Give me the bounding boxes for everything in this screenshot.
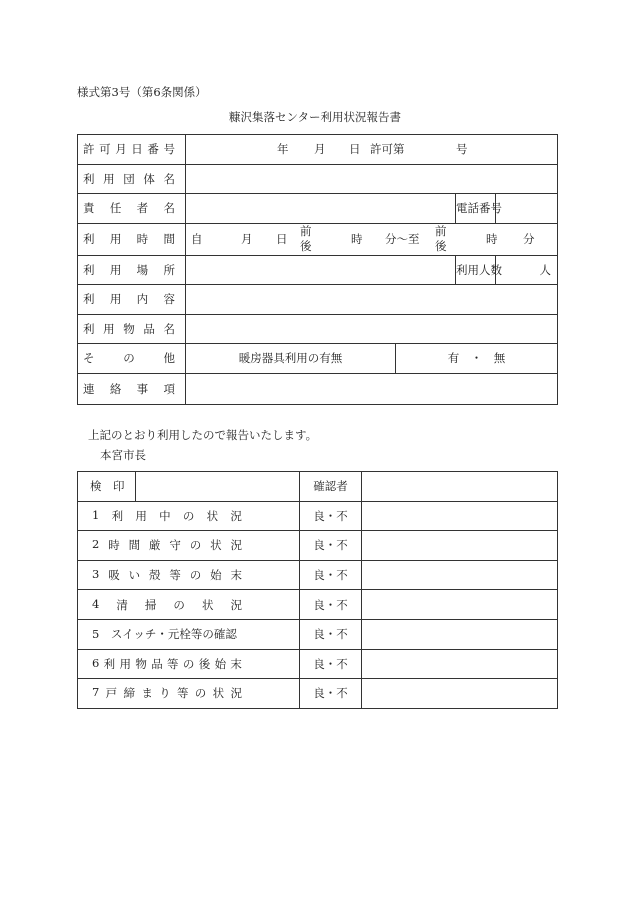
label-char: 利 bbox=[83, 171, 95, 186]
label-char: 用 bbox=[109, 232, 122, 246]
label-text bbox=[83, 291, 175, 307]
check-item-char: 等 bbox=[176, 686, 189, 701]
label-char: 他 bbox=[163, 351, 175, 366]
label-char: 事 bbox=[136, 381, 149, 396]
check-item-char: 厳 bbox=[148, 538, 161, 553]
row-other bbox=[78, 344, 558, 374]
label-char: 許 bbox=[83, 142, 95, 157]
label-char: 内 bbox=[136, 292, 149, 307]
check-note[interactable] bbox=[362, 590, 558, 620]
label-text bbox=[83, 381, 175, 397]
permit-no-label: 許可第 bbox=[370, 142, 405, 157]
label-notes bbox=[78, 373, 186, 404]
check-rows bbox=[78, 501, 558, 708]
label-permit bbox=[78, 135, 186, 165]
check-item-char: の bbox=[182, 508, 195, 523]
label-char: 利 bbox=[83, 321, 95, 336]
check-item-char: の bbox=[182, 656, 195, 671]
check-item bbox=[78, 501, 300, 531]
check-item-char: 6 bbox=[92, 655, 100, 670]
time-ampm-2[interactable] bbox=[435, 224, 447, 254]
check-item-char: の bbox=[189, 568, 202, 583]
check-item-char: 況 bbox=[230, 597, 242, 612]
check-result[interactable]: 良・不 bbox=[300, 679, 362, 709]
time-field[interactable] bbox=[186, 223, 558, 255]
check-item-char: 等 bbox=[167, 656, 179, 671]
inspection-table bbox=[77, 471, 558, 709]
row-content bbox=[78, 285, 558, 315]
check-item-char: 間 bbox=[128, 538, 141, 553]
label-char: 月 bbox=[115, 142, 127, 157]
check-item-char: い bbox=[128, 568, 141, 583]
check-item-char: 末 bbox=[230, 656, 242, 671]
check-item-char: 況 bbox=[230, 508, 242, 523]
check-item-char: 5 スイッチ・元栓等の確認 bbox=[92, 627, 237, 642]
check-item-char: 利 bbox=[111, 508, 124, 523]
check-item-char: 清 bbox=[116, 597, 128, 612]
report-statement: 上記のとおり利用したので報告いたします。 bbox=[88, 428, 318, 442]
check-result[interactable]: 良・不 bbox=[300, 501, 362, 531]
check-row bbox=[78, 679, 558, 709]
label-time bbox=[78, 223, 186, 255]
check-item-text bbox=[92, 685, 242, 701]
label-char: 用 bbox=[109, 292, 122, 307]
check-item-char: 物 bbox=[135, 656, 147, 671]
check-item-text bbox=[92, 597, 242, 613]
label-char: 責 bbox=[83, 201, 95, 216]
check-item-char: 殻 bbox=[148, 568, 161, 583]
attendees-label: 利用人数 bbox=[456, 255, 496, 285]
label-other bbox=[78, 344, 186, 374]
label-char: 項 bbox=[163, 381, 175, 396]
time-minute: 分 bbox=[523, 232, 535, 246]
label-char: 物 bbox=[123, 321, 135, 336]
content-field[interactable] bbox=[186, 285, 558, 315]
label-manager bbox=[78, 194, 186, 224]
addressee: 本宮市長 bbox=[100, 448, 146, 462]
check-item-char: 時 bbox=[108, 538, 120, 553]
check-item-char: 後 bbox=[198, 656, 211, 671]
check-result[interactable]: 良・不 bbox=[300, 531, 362, 561]
check-item-char: 況 bbox=[230, 538, 242, 553]
phone-label: 電話番号 bbox=[456, 194, 496, 224]
check-item-char: 況 bbox=[230, 686, 242, 701]
label-char: 利 bbox=[83, 262, 95, 277]
label-text bbox=[83, 231, 175, 247]
label-char: 利 bbox=[83, 292, 95, 307]
heater-options[interactable]: 有 ・ 無 bbox=[396, 344, 558, 374]
check-item bbox=[78, 679, 300, 709]
group-field[interactable] bbox=[186, 164, 558, 194]
label-text bbox=[83, 262, 175, 278]
row-notes bbox=[78, 373, 558, 404]
label-text bbox=[83, 200, 175, 216]
inspection-header-row bbox=[78, 472, 558, 502]
check-item bbox=[78, 560, 300, 590]
check-item-char: 2 bbox=[92, 537, 100, 552]
label-char: 者 bbox=[136, 201, 149, 216]
check-note[interactable] bbox=[362, 619, 558, 649]
label-char: 団 bbox=[123, 171, 135, 186]
check-item bbox=[78, 531, 300, 561]
attendees-field[interactable] bbox=[496, 255, 558, 285]
time-month: 月 bbox=[241, 232, 253, 246]
label-group bbox=[78, 164, 186, 194]
check-item-char: 用 bbox=[135, 508, 147, 523]
check-item-char: 末 bbox=[230, 568, 242, 583]
inspect-label: 検 印 bbox=[78, 472, 136, 502]
label-char: 容 bbox=[163, 292, 175, 307]
check-item-text bbox=[92, 567, 242, 583]
label-text bbox=[83, 350, 175, 366]
label-char: 用 bbox=[109, 262, 122, 277]
form-number: 様式第3号（第6条関係） bbox=[77, 85, 207, 99]
label-char: 可 bbox=[99, 142, 111, 157]
row-items bbox=[78, 314, 558, 344]
check-item-text bbox=[92, 508, 242, 524]
label-items bbox=[78, 314, 186, 344]
label-char: 日 bbox=[131, 142, 143, 157]
check-item-char: 始 bbox=[210, 568, 222, 583]
check-note[interactable] bbox=[362, 501, 558, 531]
check-note[interactable] bbox=[362, 679, 558, 709]
check-row bbox=[78, 560, 558, 590]
label-char: 体 bbox=[143, 171, 155, 186]
label-place bbox=[78, 255, 186, 285]
document-title: 糠沢集落センター利用状況報告書 bbox=[228, 110, 402, 124]
label-char: の bbox=[123, 351, 135, 366]
label-char: 利 bbox=[83, 232, 95, 246]
label-content bbox=[78, 285, 186, 315]
check-item-char: 始 bbox=[214, 656, 227, 671]
label-text bbox=[83, 141, 175, 157]
row-time bbox=[78, 223, 558, 255]
check-item-char: 掃 bbox=[144, 597, 157, 612]
check-item-char: 吸 bbox=[108, 568, 120, 583]
permit-go: 号 bbox=[456, 142, 468, 157]
phone-field[interactable] bbox=[496, 194, 558, 224]
attendees-unit: 人 bbox=[539, 262, 552, 277]
items-field[interactable] bbox=[186, 314, 558, 344]
check-row bbox=[78, 531, 558, 561]
label-char: そ bbox=[83, 351, 95, 366]
check-item-char: 7 bbox=[92, 685, 100, 700]
check-item bbox=[78, 619, 300, 649]
checker-field[interactable] bbox=[362, 472, 558, 502]
check-item-text bbox=[92, 626, 242, 642]
label-char: 所 bbox=[163, 262, 175, 277]
row-place bbox=[78, 255, 558, 285]
label-text bbox=[83, 171, 175, 187]
check-item-char: り bbox=[159, 686, 171, 701]
row-group bbox=[78, 164, 558, 194]
check-row bbox=[78, 590, 558, 620]
check-item-char: 状 bbox=[212, 686, 225, 701]
check-item-text bbox=[92, 656, 242, 672]
manager-field[interactable] bbox=[186, 194, 456, 224]
permit-month: 月 bbox=[314, 142, 326, 157]
check-result[interactable]: 良・不 bbox=[300, 649, 362, 679]
check-row bbox=[78, 649, 558, 679]
check-item-char: 状 bbox=[206, 508, 219, 523]
usage-report-table bbox=[77, 134, 558, 405]
check-result[interactable]: 良・不 bbox=[300, 560, 362, 590]
ampm-am: 前 bbox=[300, 224, 312, 238]
check-item-char: 等 bbox=[169, 568, 181, 583]
check-item-char: ま bbox=[141, 686, 153, 701]
check-note[interactable] bbox=[362, 560, 558, 590]
check-item-text bbox=[92, 537, 242, 553]
check-row bbox=[78, 501, 558, 531]
check-item-char: の bbox=[194, 686, 207, 701]
time-ampm-1[interactable] bbox=[300, 224, 312, 254]
label-char: 名 bbox=[163, 171, 175, 186]
label-char: 時 bbox=[136, 232, 149, 246]
label-char: 名 bbox=[163, 321, 175, 336]
check-item bbox=[78, 649, 300, 679]
row-permit bbox=[78, 135, 558, 165]
check-item-char: 3 bbox=[92, 567, 100, 582]
check-note[interactable] bbox=[362, 649, 558, 679]
check-item-char: 中 bbox=[159, 508, 171, 523]
check-item bbox=[78, 590, 300, 620]
permit-field[interactable] bbox=[186, 135, 558, 165]
permit-day: 日 bbox=[349, 142, 361, 157]
check-item-char: の bbox=[173, 597, 185, 612]
ampm-am: 前 bbox=[435, 224, 447, 238]
check-item-char: 用 bbox=[119, 656, 132, 671]
label-char: 号 bbox=[163, 142, 175, 157]
check-item-char: の bbox=[189, 538, 202, 553]
check-item-char: 4 bbox=[92, 596, 100, 611]
check-item-char: 状 bbox=[201, 597, 214, 612]
check-result[interactable]: 良・不 bbox=[300, 590, 362, 620]
label-char: 絡 bbox=[109, 381, 122, 396]
label-char: 品 bbox=[143, 321, 155, 336]
time-minute-to: 分～至 bbox=[385, 232, 420, 246]
label-char: 場 bbox=[136, 262, 149, 277]
notes-field[interactable] bbox=[186, 373, 558, 404]
check-item-char: 締 bbox=[123, 686, 135, 701]
inspect-stamp-field[interactable] bbox=[136, 472, 300, 502]
check-item-char: 戸 bbox=[105, 686, 118, 701]
check-item-char: 状 bbox=[210, 538, 222, 553]
heater-label: 暖房器具利用の有無 bbox=[186, 344, 396, 374]
time-hour-2: 時 bbox=[486, 232, 498, 246]
check-item-char: 守 bbox=[169, 538, 181, 553]
ampm-pm: 後 bbox=[300, 239, 312, 253]
label-char: 番 bbox=[147, 142, 159, 157]
label-char: 任 bbox=[109, 201, 122, 216]
place-field[interactable] bbox=[186, 255, 456, 285]
time-day: 日 bbox=[276, 232, 288, 246]
label-char: 間 bbox=[163, 232, 175, 246]
time-hour: 時 bbox=[351, 232, 363, 246]
check-item-char: 1 bbox=[92, 507, 100, 522]
label-text bbox=[83, 321, 175, 337]
checker-label: 確認者 bbox=[300, 472, 362, 502]
time-from: 自 bbox=[191, 232, 203, 246]
permit-year: 年 bbox=[277, 142, 289, 157]
check-item-char: 利 bbox=[103, 656, 116, 671]
label-char: 用 bbox=[103, 171, 115, 186]
check-row bbox=[78, 619, 558, 649]
label-char: 用 bbox=[103, 321, 115, 336]
label-char: 連 bbox=[83, 381, 95, 396]
row-manager bbox=[78, 194, 558, 224]
label-char: 名 bbox=[163, 201, 175, 216]
check-result[interactable]: 良・不 bbox=[300, 619, 362, 649]
check-item-char: 品 bbox=[151, 656, 163, 671]
ampm-pm: 後 bbox=[435, 239, 447, 253]
check-note[interactable] bbox=[362, 531, 558, 561]
